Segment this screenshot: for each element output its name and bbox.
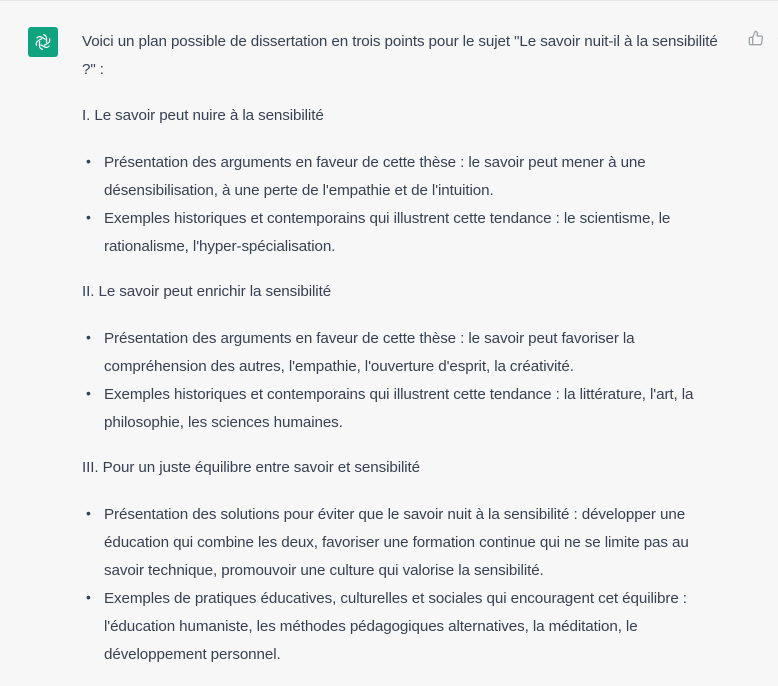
list-item <box>82 205 732 261</box>
bullet-marker: • <box>86 209 91 225</box>
list-item-text: Présentation des solutions pour éviter que le savoir nuit à la sensibilité : développer une éducation qui combine les deux, favoriser une formation continue qui ne se limite pas au savoir technique, promouvoir une culture qui valorise la sensibilité. <box>104 506 689 579</box>
bullet-marker: • <box>86 385 91 401</box>
section-title-2: II. Le savoir peut enrichir la sensibilité <box>82 283 332 300</box>
bullet-marker: • <box>86 153 91 169</box>
bullet-marker: • <box>86 589 91 605</box>
message-intro: Voici un plan possible de dissertation en trois points pour le sujet "Le savoir nuit-il à la sensibilité ?" : <box>82 33 718 78</box>
list-item <box>82 585 732 669</box>
section-title-1: I. Le savoir peut nuire à la sensibilité <box>82 107 324 124</box>
list-item <box>82 381 732 437</box>
list-item-text: Exemples historiques et contemporains qui illustrent cette tendance : le scientisme, le rationalisme, l'hyper-spécialisation. <box>104 210 671 255</box>
message-actions <box>748 30 778 46</box>
list-item <box>82 149 732 205</box>
thumbs-up-icon <box>748 30 764 46</box>
section-1-list <box>82 149 732 261</box>
openai-logo-icon <box>33 32 53 52</box>
list-item-text: Exemples historiques et contemporains qui illustrent cette tendance : la littérature, l'art, la philosophie, les sciences humaines. <box>104 386 694 431</box>
message-divider <box>0 0 778 1</box>
bullet-marker: • <box>86 329 91 345</box>
section-3-list <box>82 501 732 669</box>
list-item-text: Exemples de pratiques éducatives, culturelles et sociales qui encouragent cet équilibre : l'éducation humaniste, les méthodes pédagogiques alternatives, la méditation, le développement personnel. <box>104 590 687 663</box>
section-2-list <box>82 325 732 437</box>
thumbs-up-button[interactable] <box>748 30 764 46</box>
list-item-text: Présentation des arguments en faveur de cette thèse : le savoir peut favoriser la compréhension des autres, l'empathie, l'ouverture d'esprit, la créativité. <box>104 330 635 375</box>
bullet-marker: • <box>86 505 91 521</box>
list-item-text: Présentation des arguments en faveur de cette thèse : le savoir peut mener à une désensibilisation, à une perte de l'empathie et de l'intuition. <box>104 154 646 199</box>
assistant-message <box>82 28 732 686</box>
list-item <box>82 501 732 585</box>
assistant-avatar <box>28 27 58 57</box>
section-title-3: III. Pour un juste équilibre entre savoir et sensibilité <box>82 459 420 476</box>
list-item <box>82 325 732 381</box>
